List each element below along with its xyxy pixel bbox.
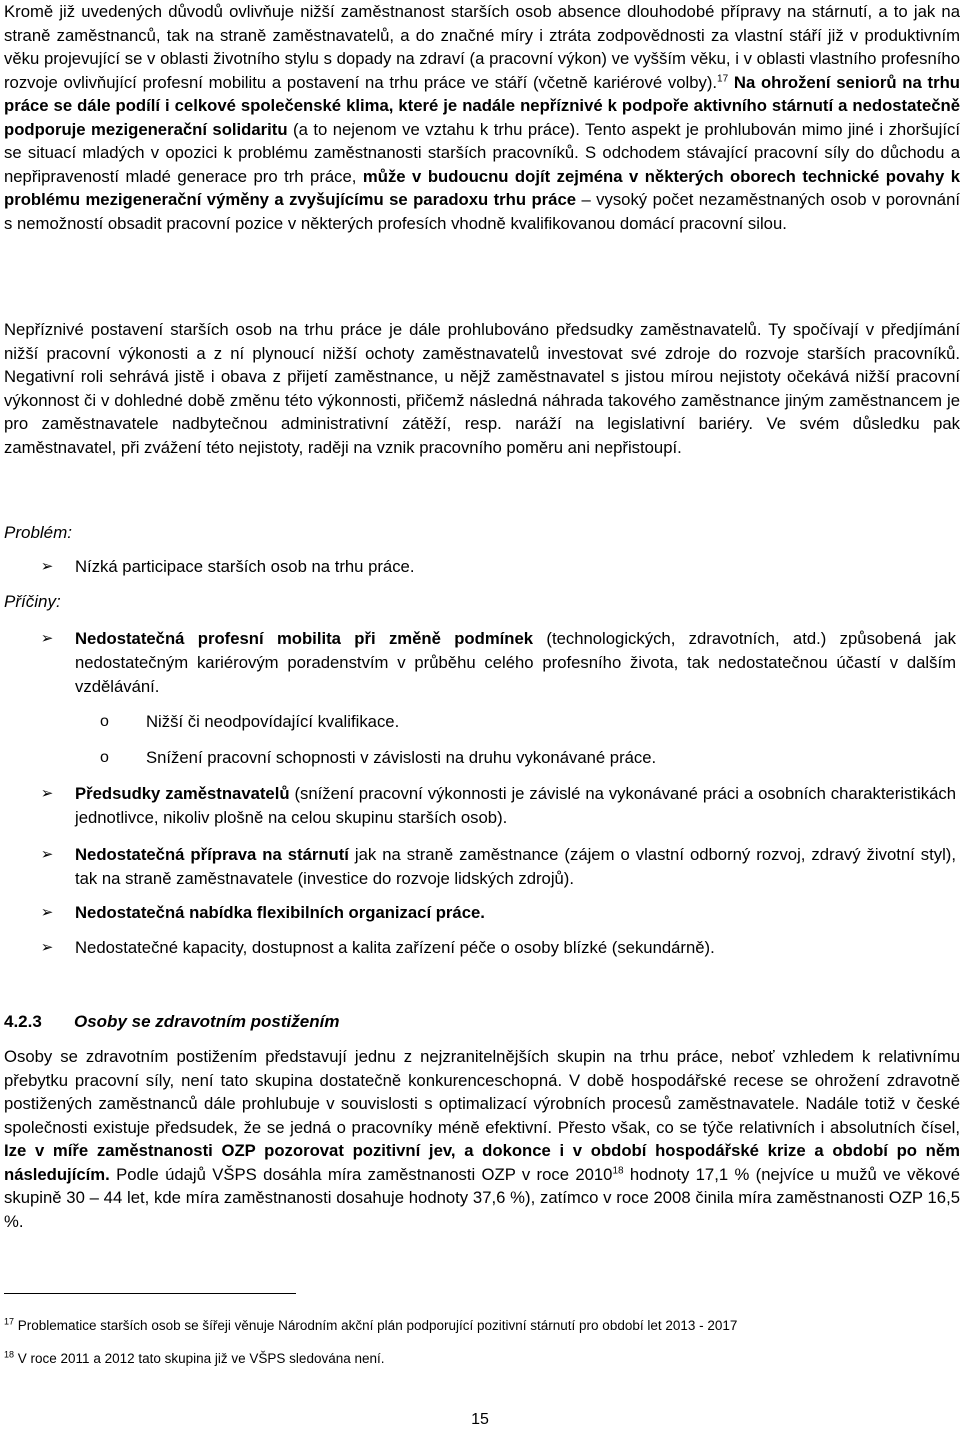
- cause-text: (snížení pracovní výkonnosti je závislé na vykonávané práci a osobních charakteristikách jednotlivce, nikoliv plošně na celou skupinu starších osob).: [75, 784, 956, 827]
- footnote-number: 17: [4, 1316, 15, 1327]
- arrow-bullet-icon: ➢: [40, 785, 54, 802]
- subitem: [100, 710, 956, 734]
- problem-label: Problém:: [4, 523, 73, 542]
- section-title: Osoby se zdravotním postižením: [74, 1012, 340, 1031]
- paragraph-1: [4, 0, 960, 235]
- causes-label: Příčiny:: [4, 592, 61, 611]
- cause-bold: Nedostatečná nabídka flexibilních organizací práce.: [75, 903, 485, 922]
- cause-text: Nedostatečné kapacity, dostupnost a kalita zařízení péče o osoby blízké (sekundárně).: [75, 938, 715, 957]
- circle-bullet-icon: o: [100, 713, 109, 730]
- footnote-text: V roce 2011 a 2012 tato skupina již ve VŠPS sledována není.: [14, 1351, 385, 1366]
- subitem: [100, 746, 956, 770]
- p3-text-3: hodnoty 17,1 % (nejvíce u mužů ve věkové skupině 30 – 44 let, kde míra zaměstnanosti dosahuje hodnoty 37,6 %), zatímco v roce 2008 činila míra zaměstnanosti OZP 16,5 %.: [4, 1164, 960, 1231]
- cause-bold: Předsudky zaměstnavatelů: [75, 784, 290, 803]
- paragraph-3: [4, 1045, 960, 1233]
- page-number: 15: [471, 1411, 489, 1428]
- problem-item: [40, 555, 955, 579]
- cause-bold: Nedostatečná příprava na stárnutí: [75, 845, 349, 864]
- cause-item: [40, 843, 956, 891]
- arrow-bullet-icon: ➢: [40, 630, 54, 647]
- p1-bold-1: Na ohrožení seniorů na trhu práce se dále podílí i celkové společenské klima, které je nadále nepříznivé k podpoře aktivního stárnutí a nedostatečně podporuje mezigenerační solidaritu: [4, 72, 960, 139]
- subitem-text: Snížení pracovní schopnosti v závislosti na druhu vykonávané práce.: [146, 748, 657, 767]
- arrow-bullet-icon: ➢: [40, 904, 54, 921]
- p1-bold-3: v budoucnu dojít zejména v některých oborech technické povahy k problému mezigenerační výměny a zvyšujícímu se paradoxu trhu práce: [4, 166, 960, 209]
- p3-bold-1: Ize v míře zaměstnanosti OZP pozorovat pozitivní jev, a dokonce i v období hospodářské krize a období po něm následujícím.: [4, 1141, 960, 1184]
- footnote-divider: [4, 1293, 296, 1294]
- footnote-18: [4, 1350, 954, 1368]
- footnote-text: Problematice starších osob se šířeji věnuje Národním akční plán podporující pozitivní stárnutí pro období let 2013 - 2017: [14, 1318, 738, 1333]
- p2-text: Nepříznivé postavení starších osob na trhu práce je dále prohlubováno předsudky zaměstnavatelů. Ty spočívají v předjímání nižší pracovní výkonosti a z ní plynoucí nižší ochoty zaměstnavatelů investovat své zdroje do rozvoje starších pracovníků. Negativní roli sehrává jistě i obava z přijetí zaměstnance, u nějž zaměstnavatel s jistou mírou nejistoty očekává nižší pracovní výkonnost či v dohledné době změnu této výkonnosti, přičemž následná náhrada takového zaměstnance jiným zaměstnancem je pro zaměstnavatele nadbytečnou administrativní zátěží, resp. naráží na legislativní bariéry. Ve svém důsledku pak zaměstnavatel, při zvážení této nejistoty, raději na vznik pracovního poměru ani nepřistoupí.: [4, 320, 960, 457]
- section-heading: [4, 1011, 339, 1033]
- arrow-bullet-icon: ➢: [40, 939, 54, 956]
- cause-text: jak na straně zaměstnance (zájem o vlastní odborný rozvoj, zdravý životní styl), tak na straně zaměstnavatele (investice do rozvoje lidských zdrojů).: [75, 845, 956, 888]
- p1-bold-2: může: [362, 166, 406, 186]
- section-number: 4.2.3: [4, 1012, 42, 1031]
- arrow-bullet-icon: ➢: [40, 558, 54, 575]
- cause-item: [40, 936, 956, 960]
- cause-item: [40, 782, 956, 830]
- p1-text-1: Kromě již uvedených důvodů ovlivňuje nižší zaměstnanost starších osob absence dlouhodobé přípravy na stárnutí, a to jak na straně zaměstnanců, tak na straně zaměstnavatelů, a do značné míry i ztráta zodpovědnosti za vlastní stáří již v produktivním věku projevující se v oblasti životního stylu s dopady na zdraví (a pracovní výkon) ve vyšším věku, i v oblasti vlastního profesního rozvoje ovlivňující profesní mobilitu a postavení na trhu práce ve stáří (včetně kariérové volby).: [4, 2, 960, 92]
- p1-text-3: – vysoký počet nezaměstnaných osob v porovnání s nemožností obsadit pracovní pozice v některých profesích vhodně kvalifikovanou domácí pracovní silou.: [4, 190, 960, 233]
- cause-bold: Nedostatečná profesní mobilita při změně podmínek: [75, 629, 534, 648]
- p3-text-1: Osoby se zdravotním postižením představují jednu z nejzranitelnějších skupin na trhu práce, neboť vzhledem k relativnímu přebytku pracovní síly, není tato skupina dostatečně konkurenceschopná. V době hospodářské recese se ohrožení zdravotně postižených zaměstnanců dále prohlubuje v souvislosti s optimalizací výrobních procesů zaměstnavatele. Nadále totiž v české společnosti existuje předsudek, že se jedná o pracovníky méně efektivní. Přesto však, co se týče relativních i absolutních čísel,: [4, 1047, 960, 1137]
- footnote-17: [4, 1317, 954, 1335]
- circle-bullet-icon: o: [100, 749, 109, 766]
- subitem-text: Nižší či neodpovídající kvalifikace.: [146, 712, 400, 731]
- paragraph-2: [4, 318, 960, 459]
- cause-text: (technologických, zdravotních, atd.) způsobená jak nedostatečným kariérovým poradenstvím v průběhu celého profesního života, tak nedostatečnou účastí v dalším vzdělávání.: [75, 629, 956, 696]
- footnote-ref-17[interactable]: 17: [717, 72, 729, 84]
- footnote-number: 18: [4, 1349, 15, 1360]
- problem-item-text: Nízká participace starších osob na trhu práce.: [75, 557, 415, 576]
- arrow-bullet-icon: ➢: [40, 846, 54, 863]
- cause-item: [40, 627, 956, 699]
- cause-item: [40, 901, 956, 925]
- p3-text-2: Podle údajů VŠPS dosáhla míra zaměstnanosti OZP v roce 2010: [109, 1164, 613, 1184]
- p1-text-2: (a to nejenom ve vztahu k trhu práce). Tento aspekt je prohlubován mimo jiné i zhoršující se situací mladých v opozici k problému zaměstnanosti starších pracovníků. S odchodem stávající pracovní síly do důchodu a nepřipraveností mladé generace pro trh práce,: [4, 119, 960, 186]
- footnote-ref-18[interactable]: 18: [612, 1164, 624, 1176]
